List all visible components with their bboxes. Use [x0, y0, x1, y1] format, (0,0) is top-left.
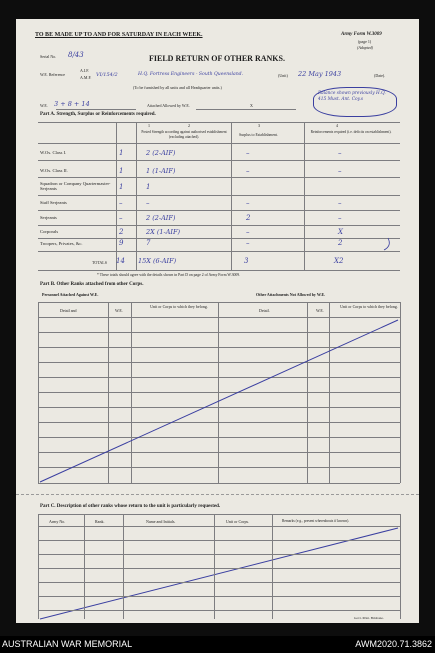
unit-value: H.Q. Fortress Engineers - South Queensland.	[138, 72, 244, 77]
serial-label: Serial No.	[40, 54, 57, 59]
part-c-top-rule	[38, 514, 400, 515]
row-c3: –	[246, 239, 250, 247]
part-c-col-rule	[84, 514, 85, 619]
row-c4: –	[338, 149, 342, 157]
row-c4: –	[338, 167, 342, 175]
part-c-col-rule	[214, 514, 215, 619]
aif-label: A.I.F.	[80, 68, 90, 73]
form-title: FIELD RETURN OF OTHER RANKS.	[149, 54, 285, 63]
part-b-title: Part B. Other Ranks attached from other Corps.	[40, 282, 144, 287]
we-value: 3 + 8 + 14	[54, 100, 90, 108]
row-c4: 2	[338, 239, 343, 247]
row-c1: 2	[119, 228, 124, 236]
part-c-row-rule	[38, 582, 400, 583]
totals-c1: 14	[116, 257, 125, 265]
part-c-row-rule	[38, 554, 400, 555]
archive-name: AUSTRALIAN WAR MEMORIAL	[2, 639, 133, 649]
row-c1: –	[119, 214, 123, 222]
part-a-header-posted: Posted Strength according against authorised establishment (excluding attached).	[141, 130, 227, 139]
we-reference-label: W.E. Reference	[40, 72, 66, 77]
form-name: Army Form W.3009	[341, 32, 382, 37]
part-c-header-army-no: Army No.	[49, 519, 66, 524]
part-c-header-rank: Rank.	[95, 519, 105, 524]
row-label: Squadron or Company Quartermaster-Serjeants	[40, 181, 111, 191]
row-c3: –	[246, 167, 250, 175]
row-c3: 2	[246, 214, 251, 222]
part-a-title: Part A. Strength, Surplus or Reinforcements required.	[40, 112, 156, 117]
part-c-title: Part C. Description of other ranks whose return to the unit is particularly requested.	[40, 504, 221, 509]
printer-imprint: Govt. Print. Brisbane.	[354, 616, 384, 620]
part-c-frame-right	[400, 514, 401, 619]
row-c2: 2 (2-AIF)	[146, 214, 176, 222]
part-a-col-number-2: 2	[188, 123, 190, 128]
amf-label: A.M.F.	[80, 75, 92, 80]
part-c-frame-left	[38, 514, 39, 619]
row-label: Corporals	[40, 229, 59, 234]
row-c1: 1	[119, 149, 124, 157]
date-label: (Date).	[374, 73, 386, 78]
row-c3: –	[246, 199, 250, 207]
archive-footer	[0, 636, 435, 653]
row-label: Serjeants	[40, 215, 57, 220]
part-a-col-number-1: 1	[148, 123, 150, 128]
part-b-header-we-right: W.E.	[316, 308, 324, 313]
unit-label: (Unit)	[278, 73, 288, 78]
totals-c2: 15X (6-AIF)	[138, 257, 177, 265]
part-c-header-remarks: Remarks (e.g., present whereabouts if known).	[282, 519, 350, 523]
row-label: Staff Serjeants	[40, 200, 67, 205]
attached-x: X	[250, 103, 253, 108]
row-c1: 1	[119, 167, 124, 175]
row-label: W.Os. Class I.	[40, 150, 67, 155]
part-b-header-unit-right: Unit or Corps to which they belong.	[340, 304, 398, 309]
cancellation-strokes	[16, 19, 419, 623]
form-page	[16, 19, 419, 623]
row-c3: –	[246, 149, 250, 157]
we-reference-value: VI/154/2	[96, 72, 118, 78]
part-b-right-subtitle: Other Attachments Not Allowed by W.E.	[256, 292, 326, 297]
handwritten-bracket	[384, 238, 389, 250]
furnish-note: (To be furnished by all units and all Headquarter units.)	[133, 85, 222, 90]
archive-reference: AWM2020.71.3862	[355, 639, 432, 649]
fold-line	[16, 494, 419, 495]
row-c2: 1	[146, 183, 151, 191]
row-c2: 2X (1-AIF)	[146, 228, 181, 236]
part-a-col-number-4: 4	[336, 123, 338, 128]
row-c2: 7	[146, 239, 151, 247]
part-c-row-rule	[38, 540, 400, 541]
part-c-header-unit: Unit or Corps.	[226, 519, 249, 524]
row-c1: 1	[119, 183, 124, 191]
row-c3: –	[246, 228, 250, 236]
form-adapted: (Adapted)	[357, 45, 373, 50]
part-c-row-rule	[38, 596, 400, 597]
form-page-number: (page 1)	[358, 39, 372, 44]
part-b-cancel-line	[40, 320, 398, 482]
part-c-header-name: Name and Initials.	[146, 519, 176, 524]
part-a-col-number-3: 3	[258, 123, 260, 128]
we-label: W.E.	[40, 103, 48, 108]
row-c1: –	[119, 199, 123, 207]
part-b-header-unit-left: Unit or Corps to which they belong.	[150, 304, 208, 309]
totals-label: TOTALS	[92, 260, 107, 265]
part-c-row-rule	[38, 568, 400, 569]
row-c2: 2 (2-AIF)	[146, 149, 176, 157]
part-b-header-detail-right: Detail.	[259, 308, 270, 313]
attached-label: Attached Allowed by W.E.	[147, 103, 190, 108]
row-label: Troopers, Privates, &c.	[40, 241, 83, 246]
row-c2: 1 (1-AIF)	[146, 167, 176, 175]
totals-c3: 3	[244, 257, 249, 265]
handwritten-note: Balance shown previously H.Q. 415 Must. Ant. Coy.s	[318, 91, 386, 102]
part-c-header-rule	[38, 526, 400, 527]
row-label: W.Os. Class II.	[40, 168, 68, 173]
part-c-cancel-line	[40, 528, 398, 619]
serial-value: 8/43	[68, 51, 84, 59]
row-c4: –	[338, 214, 342, 222]
header-instruction: TO BE MADE UP TO AND FOR SATURDAY IN EACH WEEK.	[35, 32, 203, 38]
totals-c4: X2	[334, 257, 344, 265]
row-c1: 9	[119, 239, 124, 247]
part-c-col-rule	[123, 514, 124, 619]
part-b-header-we-left: W.E.	[115, 308, 123, 313]
part-a-footnote: * These totals should agree with the details shown in Part D on page 2 of Army Form W.3009.	[97, 273, 241, 277]
part-a-header-surplus: Surplus to Establishment.	[239, 133, 278, 137]
part-c-row-rule	[38, 610, 400, 611]
date-value: 22 May 1943	[298, 70, 342, 78]
part-b-left-subtitle: Personnel Attached Against W.E.	[42, 292, 99, 297]
row-c2: –	[146, 199, 150, 207]
row-c4: –	[338, 199, 342, 207]
part-a-header-reinforcements: Reinforcements required (i.e. deficits on establishment).	[310, 130, 392, 134]
part-c-col-rule	[272, 514, 273, 619]
row-c4: X	[338, 228, 343, 236]
part-b-header-detail-left: Detail and	[60, 308, 77, 313]
